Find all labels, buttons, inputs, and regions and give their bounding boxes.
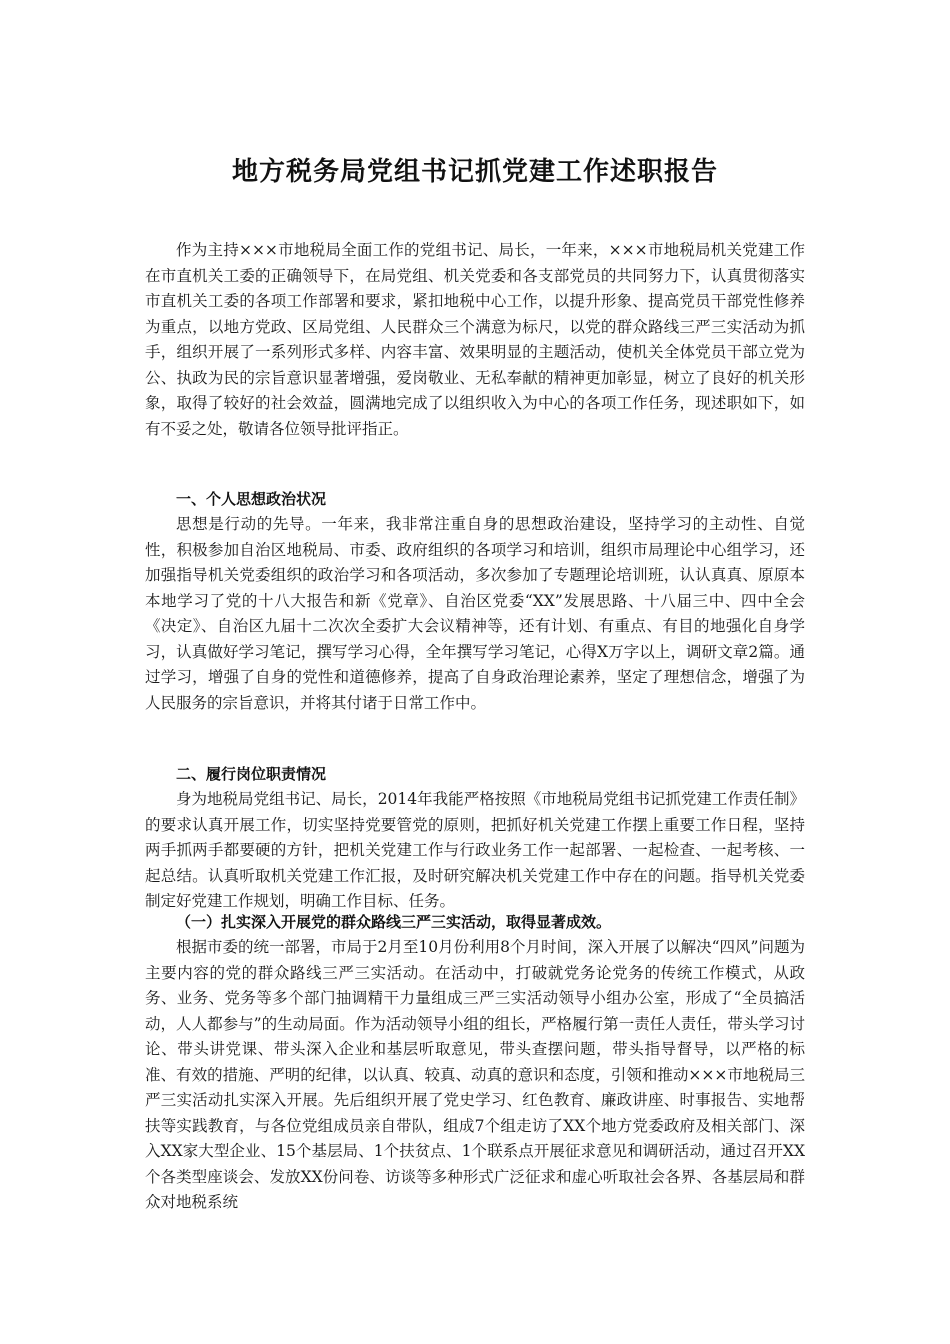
intro-paragraph: 作为主持×××市地税局全面工作的党组书记、局长，一年来，×××市地税局机关党建工作在市直机关工委的正确领导下，在局党组、机关党委和各支部党员的共同努力下，认真贯彻落实市直机关工委的各项工作部署和要求，紧扣地税中心工作，以提升形象、提高党员干部党性修养为重点，以地方党政、区局党组、人民群众三个满意为标尺，以党的群众路线三严三实活动为抓手，组织开展了一系列形式多样、内容丰富、效果明显的主题活动，使机关全体党员干部立党为公、执政为民的宗旨意识显著增强，爱岗敬业、无私奉献的精神更加彰显，树立了良好的机关形象，取得了较好的社会效益，圆满地完成了以组织收入为中心的各项工作任务，现述职如下，如有不妥之处，敬请各位领导批评指正。 (145, 241, 805, 438)
section-heading-political-status: 一、个人思想政治状况 (176, 490, 327, 508)
section-body-political-status: 思想是行动的先导。一年来，我非常注重自身的思想政治建设，坚持学习的主动性、自觉性，积极参加自治区地税局、市委、政府组织的各项学习和培训，组织市局理论中心组学习，还加强指导机关党委组织的政治学习和各项活动，多次参加了专题理论培训班，认认真真、原原本本地学习了党的十八大报告和新《党章》、自治区党委“XX”发展思路、十八届三中、四中全会《决定》、自治区九届十二次次全委扩大会议精神等，还有计划、有重点、有目的地强化自身学习，认真做好学习笔记，撰写学习心得，全年撰写学习笔记，心得X万字以上，调研文章2篇。通过学习，增强了自身的党性和道德修养，提高了自身政治理论素养，坚定了理想信念，增强了为人民服务的宗旨意识，并将其付诸于日常工作中。 (145, 515, 805, 712)
subsection-heading-mass-line: （一）扎实深入开展党的群众路线三严三实活动，取得显著成效。 (176, 913, 612, 931)
subsection-body-mass-line: 根据市委的统一部署，市局于2月至10月份利用8个月时间，深入开展了以解决“四风”问题为主要内容的党的群众路线三严三实活动。在活动中，打破就党务论党务的传统工作模式，从政务、业务、党务等多个部门抽调精干力量组成三严三实活动领导小组办公室，形成了“全员搞活动，人人都参与”的生动局面。作为活动领导小组的组长，严格履行第一责任人责任，带头学习讨论、带头讲党课、带头深入企业和基层听取意见，带头查摆问题，带头指导督导，以严格的标准、有效的措施、严明的纪律，以认真、较真、动真的意识和态度，引领和推动×××市地税局三严三实活动扎实深入开展。先后组织开展了党史学习、红色教育、廉政讲座、时事报告、实地帮扶等实践教育，与各位党组成员亲自带队，组成7个组走访了XX个地方党委政府及相关部门、深入XX家大型企业、15个基层局、1个扶贫点、1个联系点开展征求意见和调研活动，通过召开XX个各类型座谈会、发放XX份问卷、访谈等多种形式广泛征求和虚心听取社会各界、各基层局和群众对地税系统 (145, 938, 805, 1211)
document-title: 地方税务局党组书记抓党建工作述职报告 (231, 157, 718, 187)
section-body-duty-performance: 身为地税局党组书记、局长，2014年我能严格按照《市地税局党组书记抓党建工作责任制》的要求认真开展工作，切实坚持党要管党的原则，把抓好机关党建工作摆上重要工作日程，坚持两手抓两手都要硬的方针，把机关党建工作与行政业务工作一起部署、一起检查、一起考核、一起总结。认真听取机关党建工作汇报，及时研究解决机关党建工作中存在的问题。指导机关党委制定好党建工作规划，明确工作目标、任务。 (145, 790, 805, 910)
section-heading-duty-performance: 二、履行岗位职责情况 (176, 765, 327, 783)
